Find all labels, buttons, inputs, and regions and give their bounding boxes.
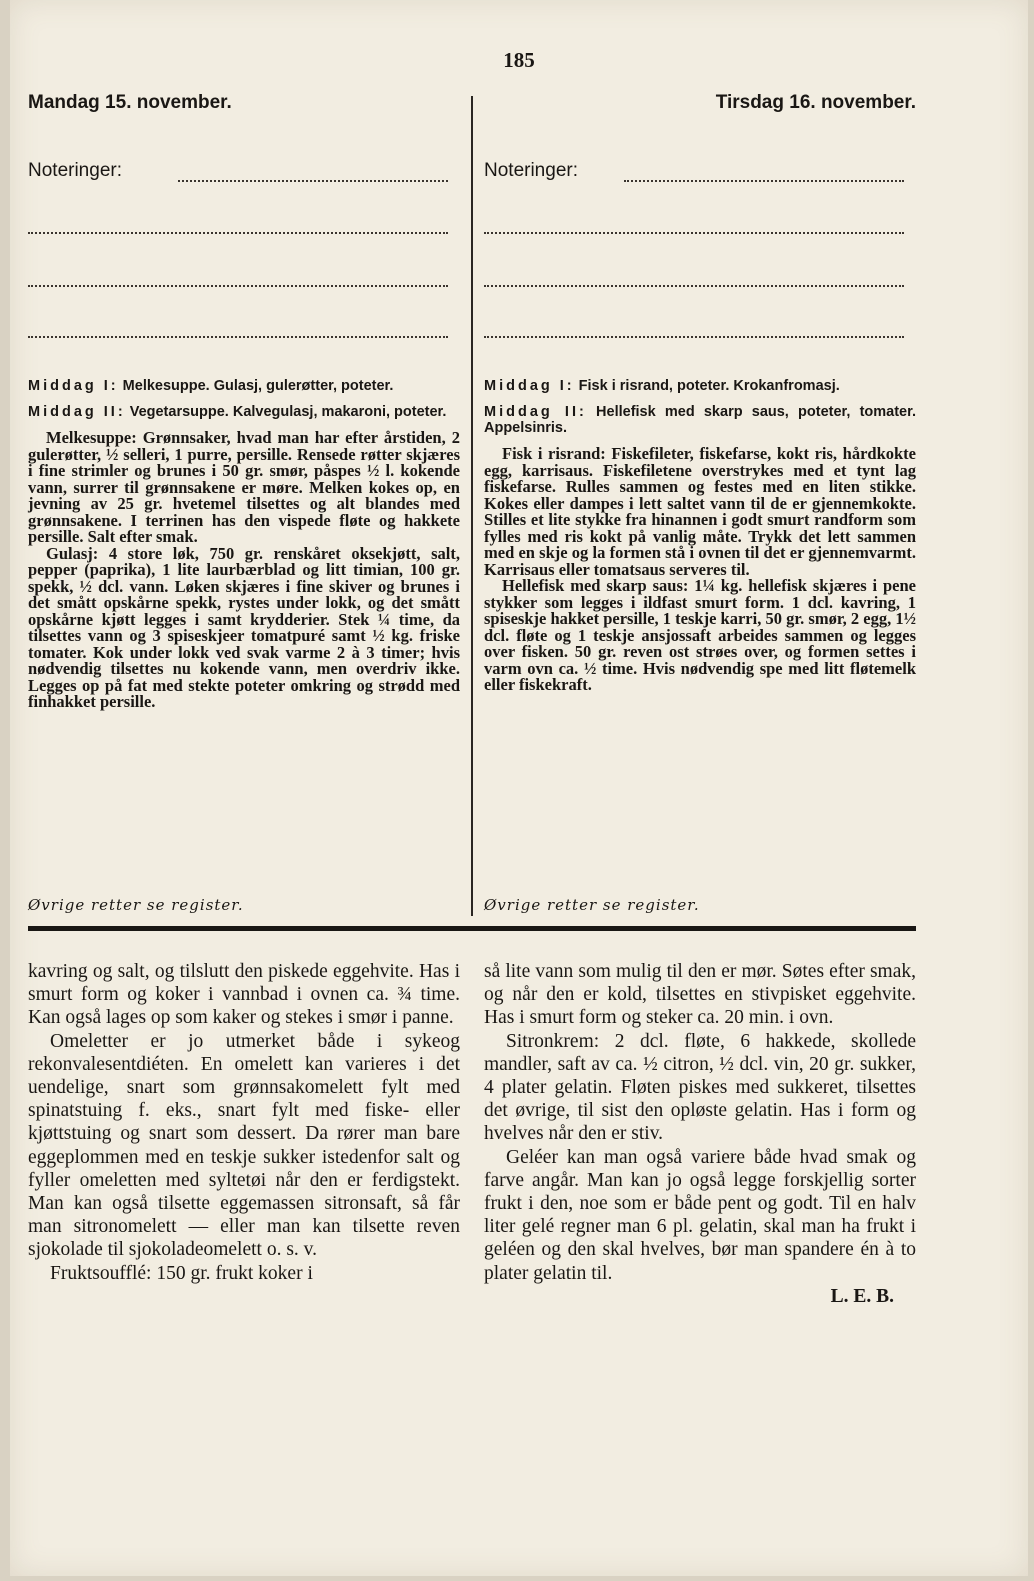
- article-paragraph-fruktsouffle: Fruktsoufflé: 150 gr. frukt koker i: [50, 1262, 313, 1284]
- menu-block: [28, 378, 460, 711]
- book-page: [10, 0, 1028, 1576]
- notes-line: [624, 178, 904, 182]
- recipe-gulasj: Gulasj: 4 store løk, 750 gr. renskåret oksekjøtt, salt, pepper (paprika), 1 lite laurbærblad og litt timian, 100 gr. spekk, ½ dcl. vann. Løken skjæres i fine skiver og brunes i det smått opskårne spekk, rystes under lokk, og det smått opskårne kjøtt legges i samt krydderier. Stek ¼ time, da tilsettes vann og 3 spiseskjeer tomatpuré samt ½ kg. friske tomater. Kok under lokk ved svak varme 2 à 3 timer; hvis nødvendig tilsettes nu kokende vann, men overdriv ikke. Legges op på fat med stekte poteter omkring og strødd med finhakket persille.: [28, 543, 460, 711]
- menu-middag-2: [484, 404, 916, 436]
- notes-line: [484, 334, 904, 338]
- day-heading-tuesday: Tirsdag 16. november.: [715, 92, 916, 113]
- menu-block: [484, 378, 916, 694]
- menu-label: Middag II:: [28, 404, 126, 420]
- article-paragraph-sitronkrem: Sitronkrem: 2 dcl. fløte, 6 hakkede, skollede mandler, saft av ca. ½ citron, ½ dcl. vin, 20 gr. sukker, 4 plater gelatin. Fløten piskes med sukkeret, tilsettes det øvrige, til sist den opløste gelatin. Has i form og hvelves når den er stiv.: [484, 1030, 916, 1145]
- section-rule: [28, 926, 916, 931]
- recipe-hellefisk: Hellefisk med skarp saus: 1¼ kg. hellefisk skjæres i pene stykker som legges i ildfast smurt form. 1 dcl. kavring, 1 spiseskje hakket persille, 1 teskje karri, 50 gr. smør, 2 egg, 1½ dcl. fløte og 1 teskje ansjossaft arbeides sammen og legges over fisken. 50 gr. reven ost strøes over, og formen settes i varm ovn ca. ½ time. Hvis nødvendig spe med litt fløtemelk eller fiskekraft.: [484, 576, 916, 694]
- article-column-right: [484, 960, 916, 1308]
- menu-label: Middag II:: [484, 404, 587, 420]
- notes-label: Noteringer:: [484, 160, 578, 181]
- notes-line: [28, 230, 448, 234]
- notes-label: Noteringer:: [28, 160, 122, 181]
- monday-column: [28, 0, 460, 930]
- notes-line: [28, 334, 448, 338]
- column-divider: [471, 96, 473, 916]
- menu-middag-1: [484, 378, 916, 394]
- recipe-melkesuppe: Melkesuppe: Grønnsaker, hvad man har efter årstiden, 2 gulerøtter, ½ selleri, 1 purre, persille. Rensede røtter skjæres i fine strimler og brunes i 50 gr. smør, påspes ½ l. kokende vann, surrer til grønnsakene er møre. Melken kokes op, en jevning av 25 gr. hvetemel tilsettes og alt blandes med grønnsakene. I terrinen has den vispede fløte og hakkete persille. Salt efter smak.: [28, 428, 460, 546]
- tuesday-column: [484, 0, 916, 930]
- menu-middag-2: [28, 404, 460, 420]
- register-note: Øvrige retter se register.: [28, 896, 244, 914]
- menu-text: Fisk i risrand, poteter. Krokanfromasj.: [578, 378, 840, 394]
- menu-middag-1: [28, 378, 460, 394]
- day-heading-monday: Mandag 15. november.: [28, 92, 232, 113]
- menu-label: Middag I:: [28, 378, 119, 394]
- notes-line: [28, 283, 448, 287]
- article-paragraph-geleer: Geléer kan man også variere både hvad smak og farve angår. Man kan jo også legge forskjellig sorter frukt i den, noe som er både pent og godt. Til en halv liter gelé regner man 6 pl. gelatin, skal man ha frukt i geléen og den skal hvelves, bør man spandere én à to plater gelatin til.: [484, 1146, 916, 1284]
- notes-line: [484, 283, 904, 287]
- notes-line: [484, 230, 904, 234]
- menu-label: Middag I:: [484, 378, 575, 394]
- article-paragraph-omeletter: Omeletter er jo utmerket både i sykeog rekonvalesentdiéten. En omelett kan varieres i det uendelige, snart som grønnsakomelett fylt med spinatstuing f. eks., snart fylt med fiske- eller kjøttstuing og snart som dessert. Da rører man bare eggeplommen med en teskje sukker istedenfor salt og fyller omeletten med syltetøi når den er ferdigstekt. Man kan også tilsette eggemassen sitronsaft, så får man sitronomelett — eller man kan tilsette reven sjokolade til sjokoladeomelett o. s. v.: [28, 1030, 460, 1261]
- menu-text: Vegetarsuppe. Kalvegulasj, makaroni, poteter.: [129, 404, 447, 420]
- author-signature: L. E. B.: [830, 1285, 894, 1307]
- recipe-text: [28, 430, 460, 711]
- recipe-text: [484, 446, 916, 694]
- menu-text: Melkesuppe. Gulasj, gulerøtter, poteter.: [122, 378, 394, 394]
- page-number: 185: [503, 48, 535, 72]
- article-paragraph: så lite vann som mulig til den er mør. Søtes efter smak, og når den er kold, tilsettes en stivpisket eggehvite. Has i smurt form og steker ca. 20 min. i ovn.: [484, 961, 916, 1029]
- register-note: Øvrige retter se register.: [484, 896, 700, 914]
- notes-line: [178, 178, 448, 182]
- article-paragraph: kavring og salt, og tilslutt den piskede eggehvite. Has i smurt form og koker i vannbad i ovnen ca. ¾ time. Kan også lages op som kaker og stekes i smør i panne.: [28, 961, 460, 1029]
- menu-text: Hellefisk med skarp saus, poteter, tomater. Appelsinris.: [484, 404, 916, 436]
- article-column-left: [28, 960, 460, 1285]
- recipe-fisk-i-risrand: Fisk i risrand: Fiskefileter, fiskefarse, kokt ris, hårdkokte egg, karrisaus. Fiskefiletene overstrykes med et tynt lag fiskefarse. Rulles sammen og festes med en liten stikke. Kokes eller dampes i lett saltet vann til de er gjennemkokte. Stilles et lite stykke fra hinannen i godt smurt randform som fylles med ris kokt på vanlig måte. Trykk det lett sammen med en skje og la formen stå i ovnen til det er gjennemvarmt. Karrisaus eller tomatsaus serveres til.: [484, 444, 916, 579]
